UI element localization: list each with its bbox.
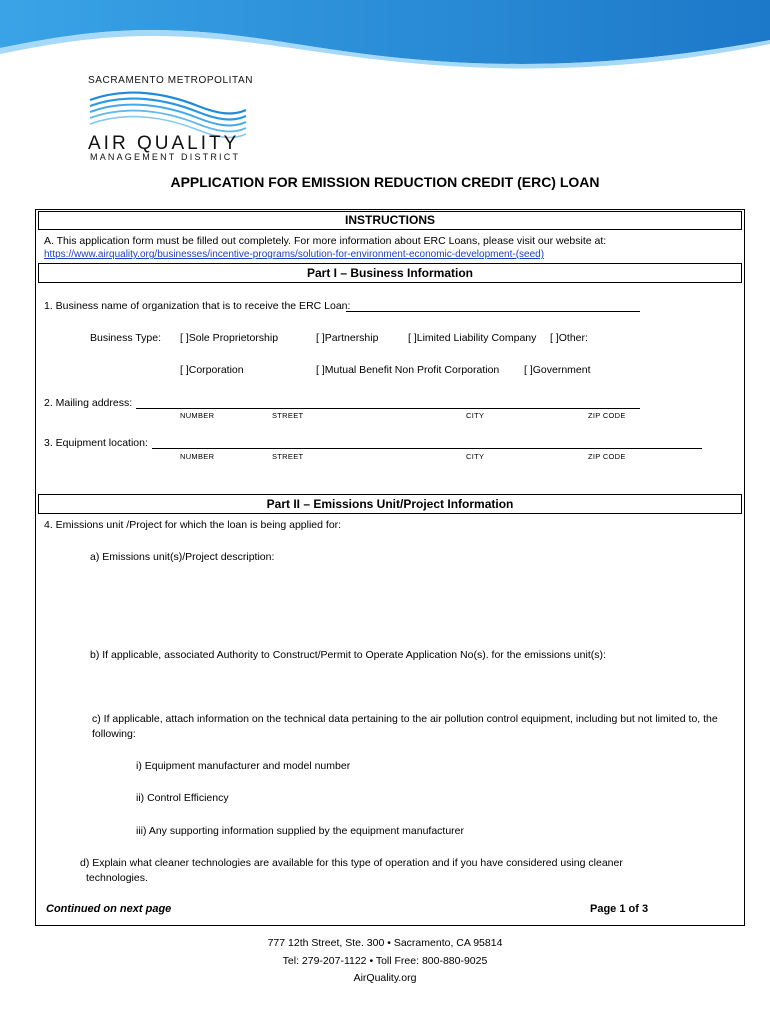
location-zip-caption: ZIP CODE (588, 452, 626, 461)
footer-website[interactable]: AirQuality.org (353, 972, 417, 984)
location-street-caption: STREET (272, 452, 304, 461)
part2-header (38, 494, 742, 514)
continued-note: Continued on next page (46, 903, 172, 915)
q4a-label: a) Emissions unit(s)/Project description: (90, 551, 275, 563)
instructions-website-link[interactable]: https://www.airquality.org/businesses/incentive-programs/solution-for-environment-economic-development-(seed) (44, 249, 545, 260)
page-number: Page 1 of 3 (590, 903, 649, 915)
option-corporation[interactable]: [ ]Corporation (180, 364, 244, 376)
form-frame (35, 209, 745, 926)
q4c-label-line2: following: (92, 728, 136, 740)
q1-label: 1. Business name of organization that is to receive the ERC Loan: (44, 300, 351, 312)
logo-top-text: SACRAMENTO METROPOLITAN (88, 75, 254, 86)
part1-header-text: Part I – Business Information (306, 266, 474, 280)
option-other[interactable]: [ ]Other: (550, 332, 588, 344)
logo-management-district: MANAGEMENT DISTRICT (90, 152, 241, 162)
business-name-field[interactable] (346, 311, 640, 312)
q4b-label: b) If applicable, associated Authority to Construct/Permit to Operate Application No(s). for the emissions unit(s): (90, 649, 606, 661)
location-number-caption: NUMBER (180, 452, 215, 461)
q4c-item-iii: iii) Any supporting information supplied by the equipment manufacturer (136, 825, 465, 837)
option-mutual-benefit[interactable]: [ ]Mutual Benefit Non Profit Corporation (316, 364, 500, 376)
footer-address: 777 12th Street, Ste. 300 • Sacramento, CA 95814 (267, 937, 503, 949)
mailing-number-caption: NUMBER (180, 411, 215, 420)
logo-air-quality: AIR QUALITY (88, 133, 240, 154)
q4c-label-line1: c) If applicable, attach information on the technical data pertaining to the air pollution control equipment, including but not limited to, the (92, 713, 718, 725)
mailing-address-field[interactable] (136, 408, 640, 409)
mailing-street-caption: STREET (272, 411, 304, 420)
option-llc[interactable]: [ ]Limited Liability Company (408, 332, 537, 344)
q3-label: 3. Equipment location: (44, 437, 148, 449)
instructions-header (38, 211, 742, 230)
option-sole-proprietorship[interactable]: [ ]Sole Proprietorship (180, 332, 279, 344)
equipment-location-field[interactable] (152, 448, 702, 449)
part2-header-text: Part II – Emissions Unit/Project Information (266, 497, 514, 511)
q4c-item-ii: ii) Control Efficiency (136, 792, 229, 804)
business-type-label: Business Type: (90, 332, 162, 344)
q4-label: 4. Emissions unit /Project for which the loan is being applied for: (44, 519, 342, 531)
instructions-header-text: INSTRUCTIONS (345, 213, 435, 227)
part1-header (38, 263, 742, 283)
instructions-text: A. This application form must be filled out completely. For more information about ERC Loans, please visit our website at: (44, 235, 607, 247)
q4c-item-i: i) Equipment manufacturer and model number (136, 760, 351, 772)
q4d-label-line1: d) Explain what cleaner technologies are available for this type of operation and if you have considered using cleaner (80, 857, 623, 869)
mailing-zip-caption: ZIP CODE (588, 411, 626, 420)
mailing-city-caption: CITY (466, 411, 485, 420)
location-city-caption: CITY (466, 452, 485, 461)
option-government[interactable]: [ ]Government (524, 364, 591, 376)
header-wave-banner (0, 0, 770, 72)
footer-phone: Tel: 279-207-1122 • Toll Free: 800-880-9025 (282, 955, 488, 967)
q4d-label-line2: technologies. (86, 872, 148, 884)
page-title: APPLICATION FOR EMISSION REDUCTION CREDIT (ERC) LOAN (170, 174, 600, 190)
q2-label: 2. Mailing address: (44, 397, 133, 409)
option-partnership[interactable]: [ ]Partnership (316, 332, 379, 344)
